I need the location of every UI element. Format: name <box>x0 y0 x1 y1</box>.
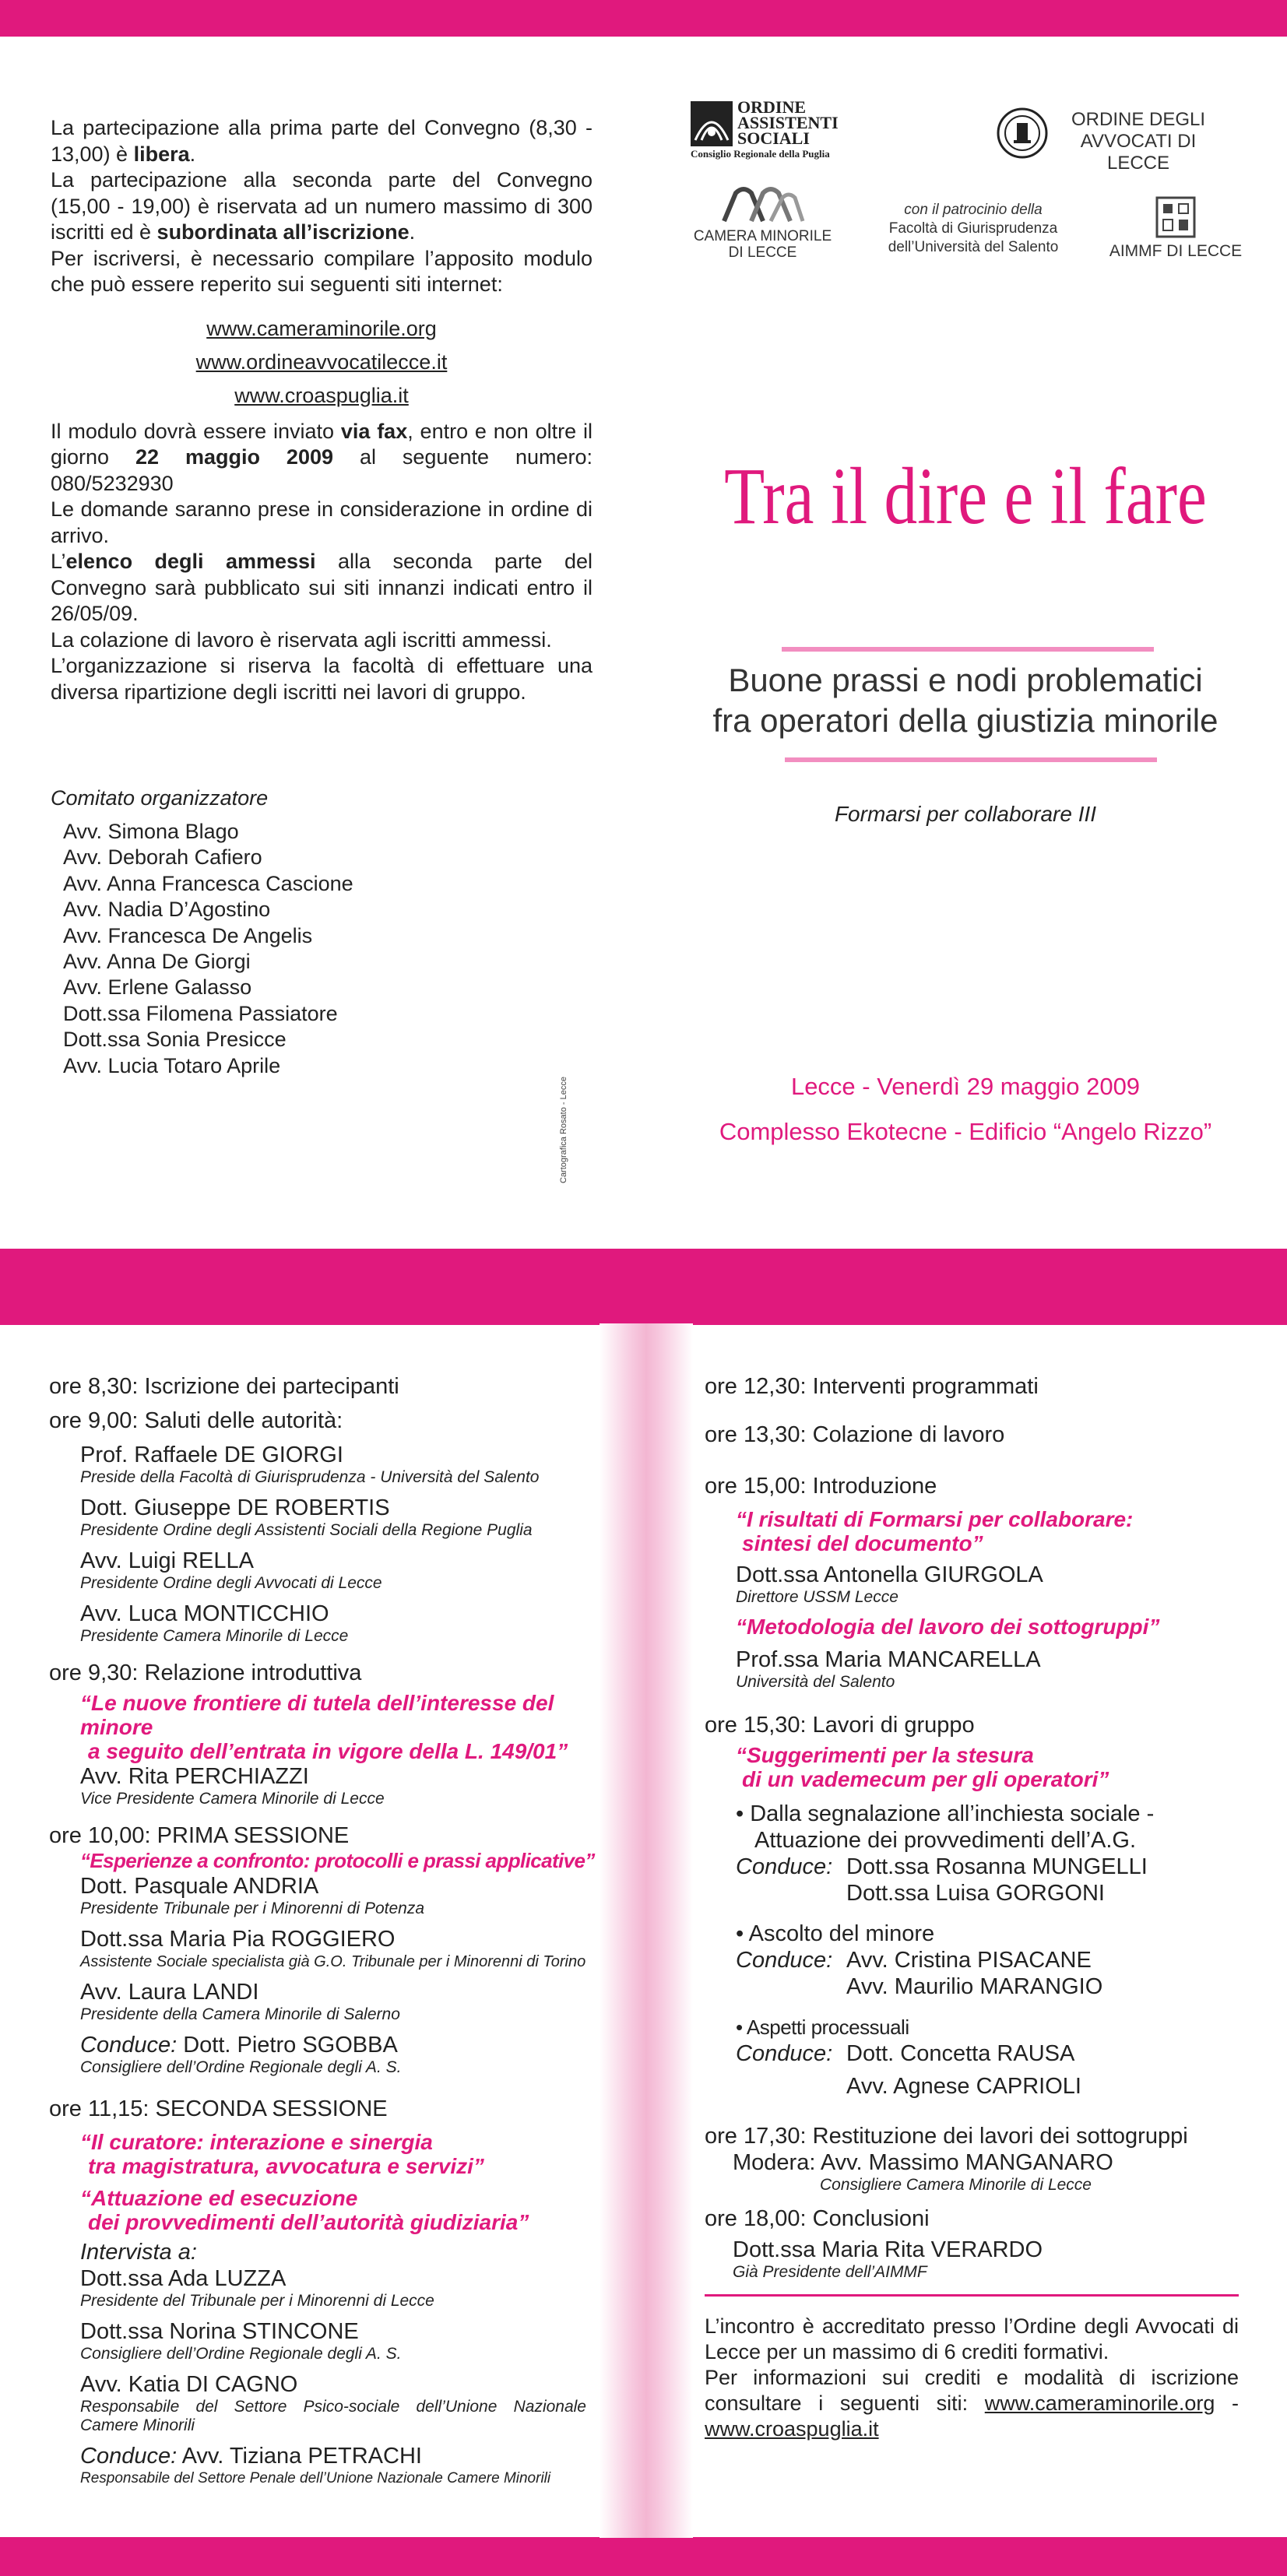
logo-avvocati <box>997 107 1246 174</box>
intro-p6: L’elenco degli ammessi alla seconda parte del Convegno sarà pubblicato sui siti innanzi indicati entro il 26/05/09. <box>51 550 593 625</box>
cover-subtitle <box>670 660 1261 741</box>
pr-e1-name: Dott.ssa Maria Rita VERARDO <box>733 2237 1043 2262</box>
pl-intervista: Intervista a: <box>80 2240 197 2265</box>
pr-info: Per informazioni sui crediti e modalità di iscrizione consultare i seguenti siti: www.cameraminorile.org - www.croaspuglia.it <box>705 2366 1239 2441</box>
pr-mod-role: Consigliere Camera Minorile di Lecce <box>820 2176 1092 2194</box>
patrocinio-line1: con il patrocinio della <box>904 202 1043 218</box>
committee-member: Dott.ssa Sonia Presicce <box>63 1028 287 1052</box>
logo-oas <box>691 97 846 162</box>
pl-s3-name: Avv. Luigi RELLA <box>80 1548 254 1573</box>
committee-member: Avv. Deborah Cafiero <box>63 845 262 870</box>
pl-a2-name: Dott.ssa Maria Pia ROGGIERO <box>80 1927 396 1952</box>
pl-b2-role: Consigliere dell’Ordine Regionale degli A. S. <box>80 2345 402 2363</box>
pr-g2-cond: Conduce: Avv. Cristina PISACANE <box>736 1948 1092 1973</box>
camera-minorile-emblem-icon <box>720 187 806 224</box>
pl-s1-name: Prof. Raffaele DE GIORGI <box>80 1443 343 1467</box>
intro-p5: Le domande saranno prese in considerazione in ordine di arrivo. <box>51 497 593 547</box>
middle-band <box>0 1249 1287 1325</box>
oas-line2: ASSISTENTI <box>737 113 839 132</box>
pr-e1-role: Già Presidente dell’AIMMF <box>733 2263 927 2281</box>
pl-b1-name: Dott.ssa Ada LUZZA <box>80 2266 287 2291</box>
pr-q1b: sintesi del documento” <box>742 1531 983 1555</box>
patrocinio-line3: dell’Università del Salento <box>888 239 1059 255</box>
patrocinio-block <box>872 201 1074 257</box>
subtitle-line1: Buone prassi e nodi problematici <box>728 662 1203 698</box>
oas-subtitle: Consiglio Regionale della Puglia <box>691 148 830 160</box>
committee-member: Avv. Erlene Galasso <box>63 975 252 1000</box>
pr-q1a: “I risultati di Formarsi per collaborare: <box>736 1507 1134 1531</box>
patrocinio-line2: Facoltà di Giurisprudenza <box>888 220 1058 237</box>
pl-s1-role: Preside della Facoltà di Giurisprudenza - Università del Salento <box>80 1468 540 1486</box>
pl-a3-role: Presidente della Camera Minorile di Salerno <box>80 2005 400 2023</box>
pl-a1-role: Presidente Tribunale per i Minorenni di Potenza <box>80 1899 425 1917</box>
committee-member: Avv. Lucia Totaro Aprile <box>63 1053 281 1077</box>
intro-p1: La partecipazione alla prima parte del Convegno (8,30 - 13,00) è libera. <box>51 116 593 166</box>
pl-b1-role: Presidente del Tribunale per i Minorenni di Lecce <box>80 2292 434 2310</box>
pl-t5: ore 11,15: SECONDA SESSIONE <box>49 2096 388 2121</box>
pr-t1: ore 12,30: Interventi programmati <box>705 1374 1039 1399</box>
avvocati-seal-icon <box>997 107 1048 159</box>
camera-line2: DI LECCE <box>728 244 797 261</box>
pl-a1-name: Dott. Pasquale ANDRIA <box>80 1874 319 1899</box>
pr-url-cameraminorile[interactable]: www.cameraminorile.org <box>984 2391 1215 2415</box>
intro-url-3 <box>51 379 593 413</box>
avvocati-line2: AVVOCATI DI LECCE <box>1080 131 1197 174</box>
bottom-band <box>0 2537 1287 2576</box>
intro-p7: La colazione di lavoro è riservata agli iscritti ammessi. <box>51 627 552 652</box>
pl-a4: Conduce: Dott. Pietro SGOBBA <box>80 2033 398 2058</box>
top-band <box>0 0 1287 37</box>
rule-top <box>782 647 1154 652</box>
pr-g3-n2: Avv. Agnese CAPRIOLI <box>846 2074 1081 2099</box>
pl-a4-role: Consigliere dell’Ordine Regionale degli A. S. <box>80 2058 402 2076</box>
cover-venue: Complesso Ekotecne - Edificio “Angelo Rizzo” <box>719 1118 1212 1145</box>
aimmf-emblem-icon <box>1155 196 1196 238</box>
pr-g2: • Ascolto del minore <box>736 1921 935 1946</box>
pr-t6: ore 18,00: Conclusioni <box>705 2206 930 2231</box>
url-croaspuglia[interactable]: www.croaspuglia.it <box>234 383 409 407</box>
pr-q3a: “Suggerimenti per la stesura <box>736 1743 1034 1767</box>
pl-a2-role: Assistente Sociale specialista già G.O. Tribunale per i Minorenni di Torino <box>80 1953 586 1970</box>
program-right <box>705 1373 1242 2442</box>
url-ordineavvocati[interactable]: www.ordineavvocatilecce.it <box>195 350 448 374</box>
pr-c2-role: Università del Salento <box>736 1673 895 1691</box>
intro-p2: La partecipazione alla seconda parte del Convegno (15,00 - 19,00) è riservata ad un numero massimo di 300 iscritti ed è subordinata all’iscrizione. <box>51 168 593 244</box>
pr-t5: ore 17,30: Restituzione dei lavori dei sottogruppi <box>705 2124 1188 2149</box>
pl-b2-name: Dott.ssa Norina STINCONE <box>80 2319 359 2344</box>
intro-url-2 <box>51 346 593 379</box>
pl-q4a: “Attuazione ed esecuzione <box>80 2186 358 2210</box>
rule-bottom <box>785 757 1157 762</box>
logo-camera-minorile <box>687 187 839 261</box>
pl-t3: ore 9,30: Relazione introduttiva <box>49 1661 362 1685</box>
pr-g3: • Aspetti processuali <box>736 2015 909 2039</box>
pl-q1a: “Le nuove frontiere di tutela dell’interesse del minore <box>80 1691 554 1739</box>
pr-g1b: Attuazione dei provvedimenti dell’A.G. <box>754 1828 1137 1853</box>
program-left <box>49 1373 610 2488</box>
pr-t4: ore 15,30: Lavori di gruppo <box>705 1713 975 1738</box>
committee-member: Avv. Francesca De Angelis <box>63 923 313 947</box>
committee-member: Avv. Nadia D’Agostino <box>63 898 271 922</box>
pl-q3a: “Il curatore: interazione e sinergia <box>80 2130 433 2154</box>
pl-q1b: a seguito dell’entrata in vigore della L. 149/01” <box>88 1739 568 1763</box>
pr-g2-n2: Avv. Maurilio MARANGIO <box>846 1974 1103 1999</box>
committee-section <box>51 785 518 1079</box>
committee-list <box>51 819 518 1079</box>
fold-gradient <box>600 1323 693 2538</box>
pr-accredit: L’incontro è accreditato presso l’Ordine degli Avvocati di Lecce per un massimo di 6 crediti formativi. <box>705 2314 1239 2363</box>
committee-member: Avv. Anna Francesca Cascione <box>63 871 353 895</box>
pl-s2-name: Dott. Giuseppe DE ROBERTIS <box>80 1495 390 1520</box>
pl-t4: ore 10,00: PRIMA SESSIONE <box>49 1823 350 1848</box>
pl-r1-name: Avv. Rita PERCHIAZZI <box>80 1764 309 1789</box>
avvocati-line1: ORDINE DEGLI <box>1071 109 1206 130</box>
pl-a3-name: Avv. Laura LANDI <box>80 1980 259 2005</box>
pl-q2: “Esperienze a confronto: protocolli e prassi applicative” <box>80 1849 595 1872</box>
committee-title: Comitato organizzatore <box>51 786 269 810</box>
pl-r1-role: Vice Presidente Camera Minorile di Lecce <box>80 1790 385 1808</box>
committee-member: Avv. Simona Blago <box>63 820 239 843</box>
committee-member: Avv. Anna De Giorgi <box>63 950 251 974</box>
logo-aimmf <box>1098 196 1254 261</box>
pr-t3: ore 15,00: Introduzione <box>705 1474 937 1499</box>
pr-t2: ore 13,30: Colazione di lavoro <box>705 1422 1005 1447</box>
camera-line1: CAMERA MINORILE <box>693 228 832 244</box>
intro-url-1 <box>51 312 593 346</box>
aimmf-label: AIMMF DI LECCE <box>1109 242 1243 260</box>
pl-b4-role: Responsabile del Settore Penale dell’Unione Nazionale Camere Minorili <box>80 2470 551 2486</box>
committee-member: Dott.ssa Filomena Passiatore <box>63 1001 338 1025</box>
pl-s2-role: Presidente Ordine degli Assistenti Sociali della Regione Puglia <box>80 1521 533 1539</box>
intro-p3: Per iscriversi, è necessario compilare l’apposito modulo che può essere reperito sui seguenti siti internet: <box>51 246 593 296</box>
pl-q3b: tra magistratura, avvocatura e servizi” <box>88 2154 484 2178</box>
pl-t1: ore 8,30: Iscrizione dei partecipanti <box>49 1374 399 1399</box>
oas-line1: ORDINE <box>737 97 807 117</box>
cover-title: Tra il dire e il fare <box>724 452 1207 541</box>
pl-b4: Conduce: Avv. Tiziana PETRACHI <box>80 2444 422 2469</box>
pl-s3-role: Presidente Ordine degli Avvocati di Lecce <box>80 1574 382 1592</box>
url-cameraminorile[interactable]: www.cameraminorile.org <box>206 316 437 340</box>
pr-q3b: di un vademecum per gli operatori” <box>742 1767 1109 1791</box>
pr-g1-n2: Dott.ssa Luisa GORGONI <box>846 1881 1105 1906</box>
printer-credit: Cartografica Rosato - Lecce <box>559 1077 568 1183</box>
pr-g3-cond: Conduce: Dott. Concetta RAUSA <box>736 2041 1075 2066</box>
pl-t2: ore 9,00: Saluti delle autorità: <box>49 1408 343 1433</box>
intro-section <box>51 115 593 705</box>
cover-date: Lecce - Venerdì 29 maggio 2009 <box>790 1073 1141 1100</box>
pr-c1-name: Dott.ssa Antonella GIURGOLA <box>736 1562 1043 1587</box>
pr-c2-name: Prof.ssa Maria MANCARELLA <box>736 1647 1041 1672</box>
intro-p4: Il modulo dovrà essere inviato via fax, entro e non oltre il giorno 22 maggio 2009 al seguente numero: 080/5232930 <box>51 419 593 495</box>
pr-g1-cond: Conduce: Dott.ssa Rosanna MUNGELLI <box>736 1854 1148 1879</box>
pr-c1-role: Direttore USSM Lecce <box>736 1588 898 1606</box>
pl-q4b: dei provvedimenti dell’autorità giudiziaria” <box>88 2210 529 2234</box>
cover-series: Formarsi per collaborare III <box>834 802 1097 826</box>
intro-p8: L’organizzazione si riserva la facoltà di effettuare una diversa ripartizione degli iscritti nei lavori di gruppo. <box>51 654 593 704</box>
pl-s4-role: Presidente Camera Minorile di Lecce <box>80 1627 349 1645</box>
pl-b3-role: Responsabile del Settore Psico-sociale dell’Unione Nazionale Camere Minorili <box>80 2398 586 2434</box>
pr-divider <box>705 2294 1239 2297</box>
pr-q2: “Metodologia del lavoro dei sottogruppi” <box>736 1615 1160 1639</box>
pl-b3-name: Avv. Katia DI CAGNO <box>80 2372 298 2397</box>
pr-url-croaspuglia[interactable]: www.croaspuglia.it <box>705 2417 879 2441</box>
pr-mod: Modera: Avv. Massimo MANGANARO <box>733 2150 1113 2175</box>
oas-line3: SOCIALI <box>737 128 810 148</box>
subtitle-line2: fra operatori della giustizia minorile <box>712 702 1218 739</box>
pl-s4-name: Avv. Luca MONTICCHIO <box>80 1601 329 1626</box>
oas-emblem-icon <box>691 101 733 146</box>
pr-g1a: • Dalla segnalazione all’inchiesta sociale - <box>736 1801 1155 1826</box>
